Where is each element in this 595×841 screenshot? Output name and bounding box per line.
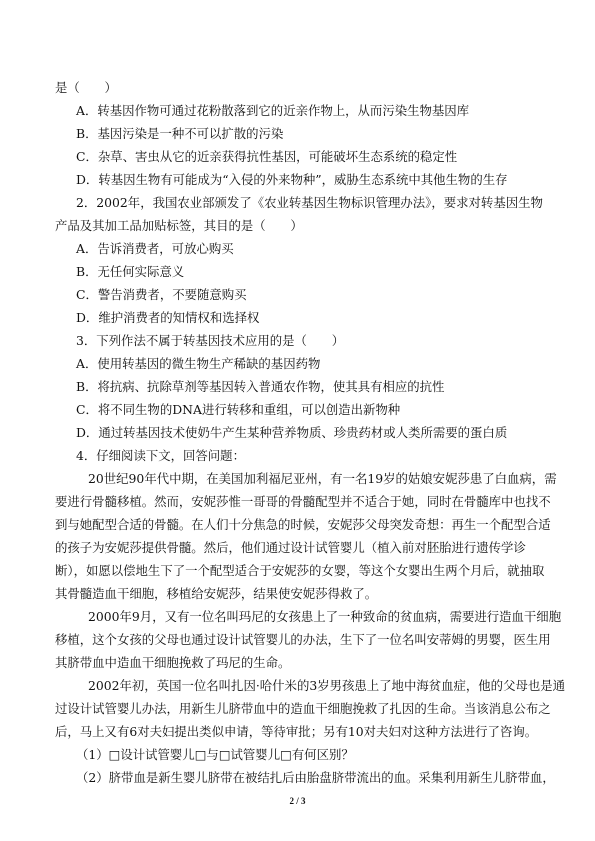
passage-para2-line: 2000年9月，又有一位名叫玛尼的女孩患上了一种致命的贫血病，需要进行造血干细胞 [88,609,562,624]
q3-option-c: C．将不同生物的DNA进行转移和重组，可以创造出新物种 [76,402,401,417]
page-number: 2 / 3 [289,796,306,806]
q2-option-d: D．维护消费者的知情权和选择权 [76,310,260,325]
q1-option-c: C．杂草、害虫从它的近亲获得抗性基因，可能破坏生态系统的稳定性 [76,149,458,164]
q1-option-d: D．转基因生物有可能成为“入侵的外来物种”，威胁生态系统中其他生物的生存 [76,172,508,187]
passage-para2-line: 其脐带血中造血干细胞挽救了玛尼的生命。 [55,655,291,670]
q3-option-b: B．将抗病、抗除草剂等基因转入普通农作物，使其具有相应的抗性 [76,379,445,394]
passage-para1-line: 20世纪90年代中期，在美国加利福尼亚州，有一名19岁的姑娘安妮莎患了白血病，需 [88,471,557,486]
passage-para1-line: 其骨髓造血干细胞，移植给安妮莎，结果使安妮莎得救了。 [55,586,378,601]
question-stem-end: 是（ ） [55,80,117,95]
passage-para1-line: 到与她配型合适的骨髓。在人们十分焦急的时候，安妮莎父母突发奇想：再生一个配型合适 [55,517,551,532]
passage-para3-line: 后，马上又有6对夫妇提出类似申请，等待审批；另有10对夫妇对这种方法进行了咨询。 [55,724,538,739]
q4-stem: 4．仔细阅读下文，回答问题： [76,448,245,463]
q2-option-c: C．警告消费者，不要随意购买 [76,287,247,302]
q2-option-a: A．告诉消费者，可放心购买 [76,241,234,256]
passage-para1-line: 的孩子为安妮莎提供骨髓。然后，他们通过设计试管婴儿（植入前对胚胎进行遗传学诊 [55,540,526,555]
q1-option-a: A．转基因作物可通过花粉散落到它的近亲作物上，从而污染生物基因库 [76,103,470,118]
q2-option-b: B．无任何实际意义 [76,264,185,279]
q3-option-d: D．通过转基因技术使奶牛产生某种营养物质、珍贵药材或人类所需要的蛋白质 [76,425,508,440]
q1-option-b: B．基因污染是一种不可以扩散的污染 [76,126,284,141]
passage-para3-line: 过设计试管婴儿办法，用新生儿脐带血中的造血干细胞挽救了扎因的生命。当该消息公布之 [55,701,551,716]
q2-stem-cont: 产品及其加工品加贴标签，其目的是（ ） [55,218,303,233]
passage-para1-line: 要进行骨髓移植。然而，安妮莎惟一哥哥的骨髓配型并不适合于她，同时在骨髓库中也找不 [55,494,551,509]
q4-subquestion-1: （1）□设计试管婴儿□与□试管婴儿□有何区别？ [76,747,354,762]
q4-subquestion-2: （2）脐带血是新生婴儿脐带在被结扎后由胎盘脐带流出的血。采集利用新生儿脐带血， [76,770,555,785]
passage-para3-line: 2002年初，英国一位名叫扎因·哈什米的3岁男孩患上了地中海贫血症，他的父母也是通 [88,678,566,693]
passage-para1-line: 断），如愿以偿地生下了一个配型适合于安妮莎的女婴，等这个女婴出生两个月后，就抽取 [55,563,545,578]
q2-stem: 2．2002年，我国农业部颁发了《农业转基因生物标识管理办法》，要求对转基因生物 [76,195,543,210]
passage-para2-line: 移植，这个女孩的父母也通过设计试管婴儿的办法，生下了一位名叫安蒂姆的男婴，医生用 [55,632,551,647]
q3-stem: 3．下列作法不属于转基因技术应用的是（ ） [76,333,345,348]
q3-option-a: A．使用转基因的微生物生产稀缺的基因药物 [76,356,321,371]
